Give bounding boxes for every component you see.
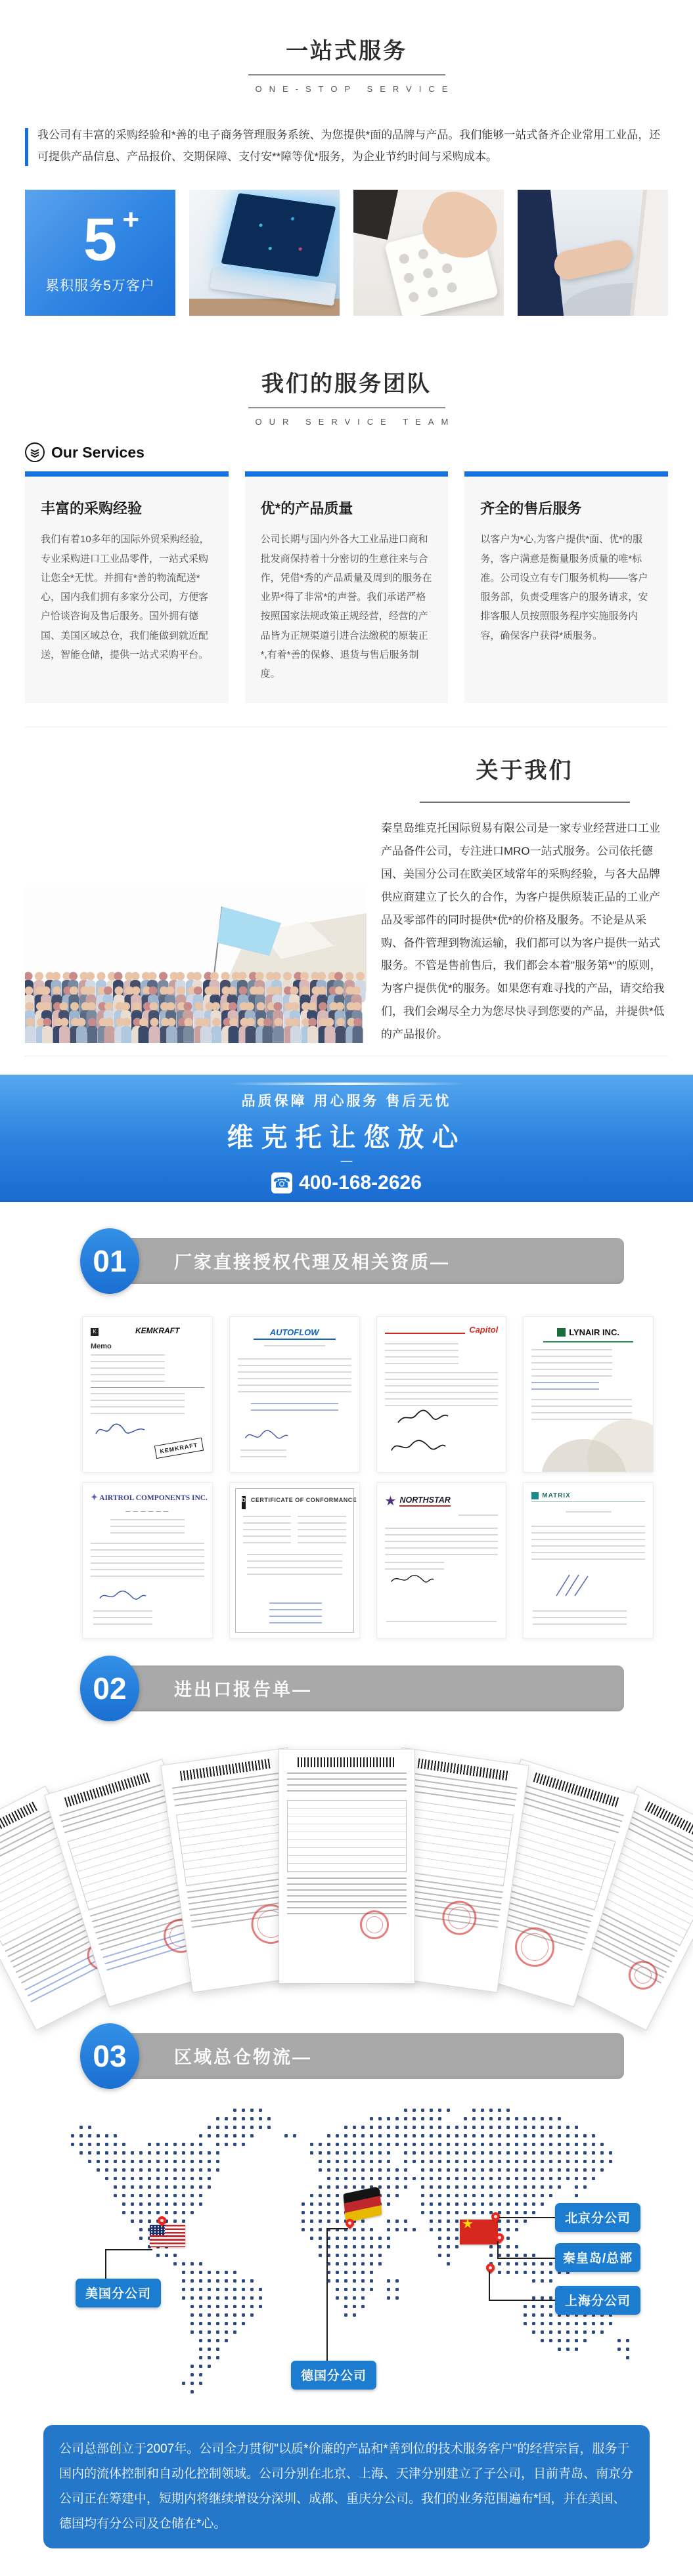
team-subtitle: OUR SERVICE TEAM — [255, 417, 456, 427]
connector-line — [326, 2228, 348, 2229]
connector-line — [105, 2249, 152, 2250]
suit-right-shape — [630, 190, 668, 316]
photo-phone-dialing — [353, 190, 504, 316]
customs-declarations-fan — [0, 1748, 693, 2023]
link-lines — [251, 1403, 338, 1416]
branch-label-qinhuangdao: 秦皇岛/总部 — [555, 2243, 640, 2272]
signature — [389, 1438, 448, 1455]
header-bar — [99, 1238, 624, 1284]
header-title: 厂家直接授权代理及相关资质— — [174, 1253, 450, 1273]
hotline[interactable] — [271, 1172, 422, 1194]
text-lines — [385, 1343, 459, 1365]
company-summary-text: 公司总部创立于2007年。公司全力贯彻"以质*价廉的产品和*善到位的技术服务客户"的经营宗旨，服务于国内的流体控制和自动化控制领域。公司分别在北京、上海、天津分别建立了子公司，目前青岛、南京分公司正在筹建中，短期内将继续增设分深圳、成都、重庆分公司。我们的业务范围遍布*国，并在美国、德国均有分公司及仓储在*心。 — [59, 2441, 634, 2531]
our-services-badge — [25, 442, 668, 462]
suit-left-shape — [518, 190, 564, 316]
banner-headline: 维克托让您放心 — [227, 1123, 466, 1152]
green-rule — [543, 1341, 633, 1342]
header-bar — [99, 2033, 624, 2079]
text-lines — [240, 1449, 286, 1461]
photo-strip — [25, 190, 668, 316]
signature — [93, 1422, 146, 1438]
signature — [243, 1428, 289, 1443]
header-title: 进出口报告单— — [174, 1680, 312, 1700]
certificate-capitol — [376, 1316, 507, 1472]
text-lines — [533, 1610, 627, 1627]
certificate-brand: Capitol — [465, 1325, 498, 1335]
subtitle-line: — — — — — — — [125, 1507, 169, 1514]
text-lines — [385, 1372, 499, 1410]
certificate-northstar — [376, 1482, 507, 1639]
usa-flag-icon — [150, 2225, 185, 2247]
laptop-screen-shape — [221, 193, 336, 277]
one-stop-title: 一站式服务 — [286, 39, 407, 64]
handshake-shape — [551, 238, 635, 282]
card-body: 以客户为*心,为客户提供*面、优*的服务，客户满意是衡量服务质量的唯*标准。公司设立有专门服务机构——客户服务部，负责受理客户的服务请求，安排客服人员按照服务程序实施服务内容，确保客户获得*质服务。 — [480, 534, 648, 641]
phone-icon: ☎ — [271, 1172, 292, 1193]
stat-caption: 累积服务5万客户 — [45, 278, 155, 293]
world-map — [0, 2103, 693, 2420]
badge-label: Our Services — [51, 443, 145, 461]
customs-declaration-sheet — [279, 1749, 415, 1984]
about-title: 关于我们 — [476, 758, 573, 784]
light-streak — [229, 1083, 465, 1085]
section-one-stop — [0, 0, 693, 316]
cert-logo-icon: b — [242, 1496, 246, 1509]
connector-line — [326, 2228, 328, 2361]
text-lines — [93, 1610, 152, 1629]
text-lines — [91, 1354, 165, 1382]
certificate-autoflow — [229, 1316, 360, 1472]
header-bar — [99, 1665, 624, 1711]
branch-label-usa: 美国分公司 — [76, 2279, 161, 2308]
company-summary-box — [43, 2425, 650, 2548]
connector-line — [105, 2249, 106, 2279]
connector-line — [489, 2300, 555, 2301]
about-body: 秦皇岛维克托国际贸易有限公司是一家专业经营进口工业产品备件公司，专注进口MRO一站式服务。公司依托德国、美国分公司在欧美区域常年的采购经验，与各大品牌供应商建立了长久的合作，为客户提供原装正品的工业产品及零部件的同时提供*优*的价格及服务。不论是从采购、备件管理到物流运输，我们都可以为客户提供一站式服务。不管是售前售后，我们都会本着"服务第*"的原则，为客户提供优*的服务。如果您有难寻找的产品，请交给我们，我们会竭尽全力为您尽快寻到您要的产品，并提供*低的产品报价。 — [381, 822, 665, 1041]
certificate-kemkraft — [82, 1316, 213, 1472]
team-cards — [25, 471, 668, 703]
card-title: 优*的产品质量 — [260, 500, 353, 517]
signature — [397, 1409, 449, 1426]
card-body: 公司长期与国内外各大工业品进口商和批发商保持着十分密切的生意往来与合作，凭借*秀的产品质量及周到的服务在业界*得了非常*的声誉。我们承诺严格按照国家法规政策正规经营，经营的产品皆为正规渠道引进合法缴税的原装正*,有着*善的保修、退货与售后服务制度。 — [260, 534, 432, 680]
one-stop-divider — [248, 74, 455, 95]
text-lines — [531, 1526, 645, 1560]
certificate-brand: KEMKRAFT — [135, 1325, 180, 1335]
branch-label-shanghai: 上海分公司 — [555, 2286, 640, 2315]
text-lines — [385, 1528, 499, 1556]
branch-label-beijing: 北京分公司 — [555, 2203, 640, 2232]
certificate-brand: CERTIFICATE OF CONFORMANCE — [250, 1496, 357, 1503]
signature — [550, 1572, 596, 1599]
number-badge-03: 03 — [80, 2023, 139, 2089]
team-group-photo — [25, 887, 367, 1046]
stamp-block — [269, 1602, 322, 1625]
header-title: 区域总仓物流— — [174, 2048, 312, 2068]
connector-line — [497, 2241, 499, 2259]
certificate-brand: AUTOFLOW — [254, 1327, 336, 1340]
banner-slogan: 品质保障 用心服务 售后无忧 — [241, 1093, 452, 1109]
text-lines — [531, 1349, 612, 1378]
memo-label: Memo — [91, 1342, 112, 1350]
section-service-team — [0, 366, 693, 703]
certificate-brand: NORTHSTAR — [399, 1495, 450, 1507]
section-header-02 — [0, 1656, 693, 1721]
intro-paragraph — [25, 124, 668, 167]
sleeve-shape — [353, 190, 400, 240]
plus-icon: + — [122, 203, 140, 236]
lynair-logo-icon — [557, 1328, 566, 1337]
team-title: 我们的服务团队 — [261, 372, 432, 397]
banner-dash: — — [340, 1153, 353, 1167]
link-lines — [531, 1382, 599, 1394]
date-line — [458, 1514, 498, 1521]
kemkraft-logo-icon: K — [91, 1328, 99, 1336]
team-divider — [248, 407, 456, 428]
diamond-icon: ✦ — [91, 1492, 98, 1502]
photo-handshake-car — [518, 190, 668, 316]
number-badge-02: 02 — [80, 1656, 139, 1721]
kemkraft-stamp: KEMKRAFT — [154, 1438, 204, 1459]
branch-label-germany: 德国分公司 — [291, 2361, 376, 2390]
connector-line — [497, 2258, 555, 2259]
stat-number: 5 + — [83, 203, 140, 273]
star-icon: ★ — [384, 1493, 397, 1509]
card-product-quality — [245, 471, 449, 703]
hotline-number: 400-168-2626 — [299, 1171, 422, 1193]
text-lines — [91, 1393, 185, 1417]
certificate-brand: MATRIX — [542, 1492, 571, 1499]
cta-banner — [0, 1075, 693, 1202]
photo-laptop-data — [189, 190, 340, 316]
certificate-lynair — [523, 1316, 654, 1472]
connector-line — [499, 2217, 555, 2218]
section-header-01 — [0, 1228, 693, 1294]
certificate-conformance — [229, 1482, 360, 1639]
text-lines — [91, 1543, 204, 1579]
stat-card-customers — [25, 190, 175, 316]
card-after-sales — [464, 471, 668, 703]
signature — [97, 1588, 147, 1604]
signature — [389, 1572, 435, 1587]
text-lines — [566, 1511, 612, 1518]
section-header-03 — [0, 2023, 693, 2089]
connector-line — [489, 2271, 490, 2301]
china-flag-icon: ★ — [460, 2220, 498, 2244]
layers-icon — [25, 442, 45, 462]
card-purchasing-experience — [25, 471, 229, 703]
text-lines — [238, 1358, 351, 1398]
section-about — [25, 727, 668, 1056]
one-stop-subtitle: ONE-STOP SERVICE — [255, 84, 455, 94]
text-lines — [264, 1345, 325, 1352]
certificate-matrix — [523, 1482, 654, 1639]
intro-accent-bar — [25, 128, 28, 166]
number-badge-01: 01 — [80, 1228, 139, 1294]
card-title: 齐全的售后服务 — [480, 500, 582, 517]
certificate-brand: LYNAIR INC. — [569, 1327, 620, 1337]
card-title: 丰富的采购经验 — [41, 500, 143, 517]
intro-text: 我公司有丰富的采购经验和*善的电子商务管理服务系统、为您提供*面的品牌与产品。我们能够一站式备齐企业常用工业品，还可提供产品信息、产品报价、交期保障、支付安**障等优*服务，为企业节约时间与采购成本。 — [37, 129, 661, 163]
footer-line — [386, 1621, 497, 1626]
about-text-column — [367, 742, 668, 1046]
about-underline — [420, 802, 630, 803]
text-lines — [110, 1519, 185, 1536]
bottom-spacer — [0, 2548, 693, 2576]
certificates-grid — [82, 1316, 654, 1639]
matrix-logo-icon — [531, 1492, 539, 1499]
card-body: 我们有着10多年的国际外贸采购经验，专业采购进口工业品零件，一站式采购让您全*无忧。并拥有*善的物流配送*心，国内我们拥有多家分公司，方便客户恰谈咨询及售后服务。国外拥有德国、美国区域总仓，我们能做到就近配送，智能仓储，提供一站式采购平台。 — [41, 534, 210, 660]
certificate-airtrol: ✦ AIRTROL COMPONENTS INC. — — — — — — — [82, 1482, 213, 1639]
